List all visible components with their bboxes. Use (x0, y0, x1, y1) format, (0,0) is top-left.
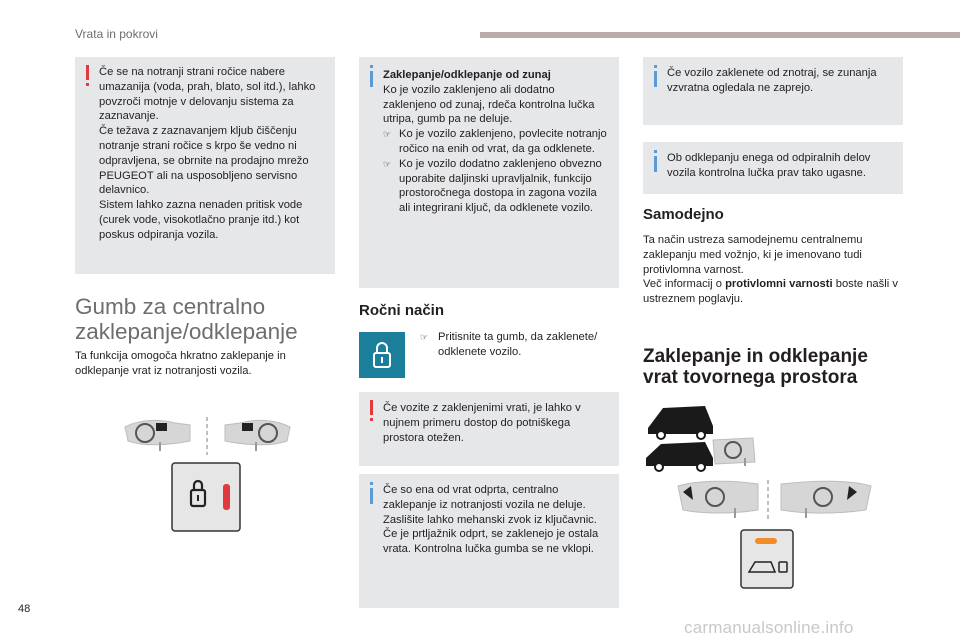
manual-step (420, 330, 618, 360)
door-handle-icon (225, 420, 290, 444)
warning-text: Če vozite z zaklenjenimi vrati, je lahko v nujnem primeru dostop do potniškega prostora otežen. (383, 402, 581, 444)
warning-line-2: Če težava z zaznavanjem kljub čiščenju notranje strani ročice s krpo še vedno ni odpravljena, se obrnite na prodajno mrežo PEUGEOT ali na usposobljeno servisno delavnico. (99, 125, 309, 197)
list-item-text: Ko je vozilo zaklenjeno, povlecite notranjo ročico na enih od vrat, da ga odklenete. (399, 128, 607, 155)
lock-button-icon-box (359, 332, 405, 378)
more-info-suffix: boste našli v ustreznem poglavju. (643, 278, 898, 306)
bullet-arrow-icon: ☞ (420, 332, 429, 342)
info-text: Ob odklepanju enega od odpiralnih delov vozila kontrolna lučka prav tako ugasne. (667, 152, 871, 179)
more-info-link-term: protivlomni varnosti (725, 278, 833, 291)
car-icon (646, 442, 713, 471)
section-heading-cargo: Zaklepanje in odklepanje vrat tovornega prostora (643, 346, 868, 388)
info-text: Če vozilo zaklenete od znotraj, se zunanja vzvratna ogledala ne zaprejo. (667, 67, 877, 94)
front-door-handles-figure (120, 415, 295, 463)
list-item-text: Ko je vozilo dodatno zaklenjeno obvezno uporabite daljinski upravljalnik, funkcijo prostoročnega dostopa in zagona vozila ali integrirani ključ, da odklenete vozilo. (399, 157, 602, 215)
chapter-title: Vrata in pokrovi (75, 27, 158, 41)
section-heading-central-lock: Gumb za centralno zaklepanje/odklepanje (75, 294, 298, 344)
door-handle-icon (713, 438, 755, 466)
info-icon (366, 65, 376, 87)
list-item (383, 157, 611, 216)
warning-line-1: Če se na notranji strani ročice nabere umazanija (voda, prah, blato, sol itd.), lahko povzroči motnje v delovanju sistema za zaznavanje. (99, 66, 316, 123)
info-box-outside-lock (359, 57, 619, 288)
door-handle-icon (781, 481, 871, 518)
central-lock-description: Ta funkcija omogoča hkratno zaklepanje in odklepanje vrat iz notranjosti vozila. (75, 350, 286, 377)
info-text: Ko je vozilo zaklenjeno ali dodatno zaklenjeno od zunaj, rdeča kontrolna lučka utripa, gumb pa ne deluje. (383, 83, 595, 126)
header-bar (480, 32, 960, 38)
bullet-arrow-icon: ☞ (383, 158, 392, 169)
lock-icon (359, 332, 405, 378)
warning-line-3: Sistem lahko zazna nenaden pritisk vode (curek vode, visokotlačno pranje itd.) kot poskus odpiranja vozila. (99, 199, 303, 241)
info-box-door-open (359, 474, 619, 608)
list-item (383, 127, 611, 157)
info-title: Zaklepanje/odklepanje od zunaj (383, 69, 551, 81)
car-icon (648, 406, 713, 439)
watermark: carmanualsonline.info (684, 618, 854, 637)
automatic-text: Ta način ustreza samodejnemu centralnemu zaklepanju med vožnjo, ki je imenovano tudi protivlomna varnost. (643, 234, 863, 276)
manual-step-text: Pritisnite ta gumb, da zaklenete/ odklenete vozilo. (438, 331, 598, 358)
section-heading-manual: Ročni način (359, 302, 445, 319)
section-heading-automatic: Samodejno (643, 206, 724, 223)
warning-box-locked-driving (359, 392, 619, 466)
central-lock-button-figure (171, 462, 241, 532)
automatic-description (643, 233, 898, 307)
cargo-door-figure (643, 400, 888, 590)
door-handle-icon (678, 481, 758, 518)
cargo-lock-button-icon (741, 530, 793, 588)
info-icon (650, 150, 660, 172)
more-info-prefix: Več informacij o (643, 278, 726, 291)
info-icon (366, 482, 376, 504)
warning-box-sensor (75, 57, 335, 274)
info-box-mirrors (643, 57, 903, 125)
warning-icon (366, 400, 376, 422)
info-line-1: Če so ena od vrat odprta, centralno zaklepanje iz notranjosti vozila ne deluje. Zaslišite lahko mehanski zvok iz ključavnic. (383, 484, 597, 526)
info-icon (650, 65, 660, 87)
bullet-arrow-icon: ☞ (383, 129, 392, 140)
info-line-2: Če je prtljažnik odprt, se zaklenejo je ostala vrata. Kontrolna lučka gumba se ne vklopi. (383, 528, 599, 556)
page-number: 48 (18, 603, 31, 615)
warning-icon (82, 65, 92, 87)
info-box-unlock-lamp (643, 142, 903, 194)
